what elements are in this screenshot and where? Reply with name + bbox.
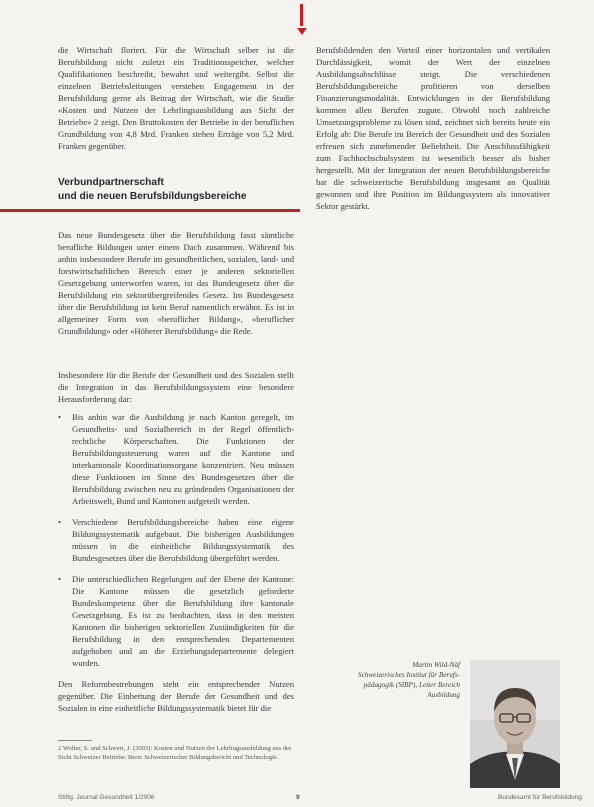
intro-paragraph: die Wirtschaft floriert. Für die Wirtschaft selber ist die Berufsbildung nicht zuletzt ein Traditionsspeicher, welcher Qualifikationen beschreibt, bewahrt und weitergibt. Selbst die einzelnen Betriebsleitungen verstehen Engagement in der Berufsbildung gerne als Beitrag der Wirtschaft, wie die Studie «Kosten und Nutzen der Lehrlingsausbildung aus Sicht der Betriebe» 2 zeigt. Den Bruttokosten der Betriebe in der beruflichen Grundbildung von 4,8 Mrd. Franken stehen Erträge von 5,2 Mrd. Franken gegenüber.: [58, 45, 294, 151]
portrait-image: [470, 660, 560, 788]
red-marker-line: [300, 4, 303, 26]
left-column-body-3: [58, 369, 294, 714]
right-column: [316, 44, 550, 212]
heading-red-rule: [0, 209, 300, 212]
section-heading-line1: Verbundpartnerschaft: [58, 177, 164, 188]
left-column-body: [58, 229, 294, 337]
list-item: [58, 516, 294, 564]
bullet-icon: •: [58, 517, 62, 527]
list-item: [58, 411, 294, 507]
caption-line: Ausbildung: [427, 691, 460, 699]
bullet-text: Verschiedene Berufsbildungsbereiche haben eine eigene Bildungssystematik aufgebaut. Die bisherigen Ausbildungen müssen in die einheitliche Bildungssystematik des Bundesgesetzes über die Berufsbildung übergeführt werden.: [72, 517, 294, 563]
photo-caption: [330, 660, 460, 700]
footnote-rule: [58, 740, 92, 741]
footer-right: Bundesamt für Berufsbildung: [498, 794, 582, 801]
body-paragraph-4: Den Reformbestrebungen steht ein entsprechender Nutzen gegenüber. Die Einbettung der Berufe der Gesundheit und des Sozialen in eine einheitliche Bildungssystematik bietet für die: [58, 679, 294, 713]
caption-line: Schweizerisches Institut für Berufs-: [357, 671, 460, 679]
caption-line: pädagogik (SIBP), Leiter Bereich: [363, 681, 460, 689]
footnote: 2 Wolter, S. und Schweri, J. (2003): Kosten und Nutzen der Lehrlingsausbildung aus der Sicht Schweizer Betriebe. Bern: Schweizerischer Bildungsbericht und Technologie.: [58, 745, 292, 761]
section-heading: [58, 176, 298, 204]
body-paragraph-2: Das neue Bundesgesetz über die Berufsbildung fasst sämtliche berufliche Bildungen unter einem Dach zusammen. Während bis anhin insbesondere Berufe im gesundheitlichen, sozialen, land- und forstwirtschaftlichen Bereich einer je anderen sektoriellen Gesetzgebung unterworfen waren, ist das Bundesgesetz über die Berufsbildung ein sektorübergreifendes Gesetz. Im Bundesgesetz über die Berufsbildung ist kein Beruf namentlich erwähnt. Es ist in allgemeiner Form von «beruflicher Bildung», «beruflicher Grundbildung» oder «Höherer Berufsbildung» die Rede.: [58, 230, 294, 336]
left-column-intro: [58, 44, 294, 152]
body-paragraph-3: Insbesondere für die Berufe der Gesundheit und des Sozialen stellt die Integration in das Berufsbildungssystem eine besondere Herausforderung dar:: [58, 370, 294, 404]
bullet-icon: •: [58, 412, 62, 422]
bullet-icon: •: [58, 574, 62, 584]
red-marker-arrow-icon: [297, 28, 307, 35]
right-paragraph-1: Berufsbildenden den Vorteil einer horizontalen und vertikalen Durchlässigkeit, womit der Wert der einzelnen Ausbildungsabschlüsse steigt. Die verschiedenen Berufsbildungsbereiche profitieren von derselben Finanzierungsmodalität. Entwicklungen in der Berufsbildung kommen allen Berufen zugute. Obwohl noch zahlreiche Umsetzungsprobleme zu lösen sind, zeichnet sich bereits heute ein Erfolg ab: Die Berufe im Bereich der Gesundheit und des Sozialen erfreuen sich zunehmender Beliebtheit. Die Anschlussfähigkeit zum Fachhochschulsystem ist wesentlich besser als bisher hergestellt. Mit der Integration der neuen Berufsbildungsbereiche hat die schweizerische Berufsbildung insgesamt an Qualität gewonnen und ihre Position im Bildungssystem als innovativer Sektor gestärkt.: [316, 45, 550, 211]
bullet-text: Bis anhin war die Ausbildung je nach Kanton geregelt, im Gesundheits- und Sozialbereich in der Regel öffentlich-rechtliche Körperschaften. Die Funktionen der Berufsbildungssteuerung waren auf die Kantone und interkantonale Koordinationsorgane konzentriert. Neu müssen diese Funktionen im Sinne des Bundesgesetzes über die Berufsbildung zwischen neu zu gründenden Organisationen der Arbeitswelt, Bund und Kantonen aufgeteilt werden.: [72, 412, 294, 506]
caption-name: Martin Wild-Näf: [412, 661, 460, 669]
section-heading-line2: und die neuen Berufsbildungsbereiche: [58, 191, 247, 202]
bullet-list: [58, 411, 294, 669]
list-item: [58, 573, 294, 669]
bullet-text: Die unterschiedlichen Regelungen auf der Ebene der Kantone: Die Kantone müssen die gesetzlich geforderte Bundeskompetenz über die Berufsbildung ihre kantonale Gesetzgebung. Es ist zu beobachten, dass in den meisten Kantonen die bisherigen sektoriellen Zuständigkeiten für die Berufsbildung in den entsprechenden Departementen aufgehoben und an die Erziehungsdepartemente delegiert wurden.: [72, 574, 294, 668]
footer-page-number: 9: [296, 794, 300, 801]
footer-left: Stiftg. Journal Gesundheit 1/2006: [58, 794, 155, 801]
author-portrait-photo: [470, 660, 560, 788]
